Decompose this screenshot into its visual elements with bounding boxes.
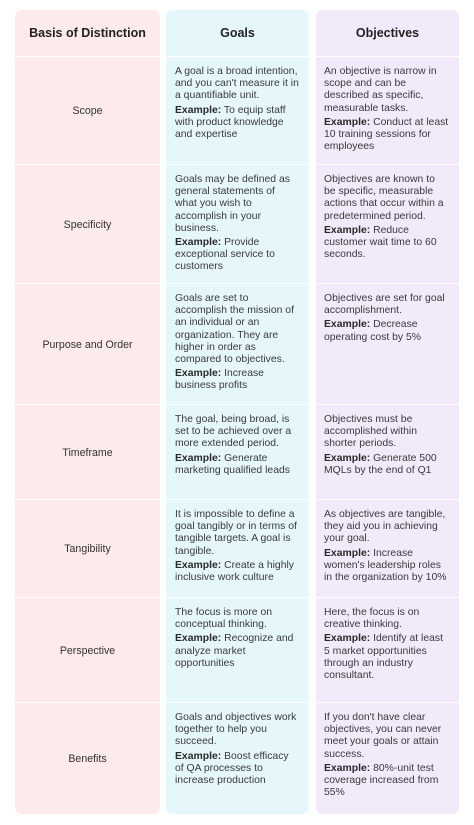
goal-cell-text: The goal, being broad, is set to be achieved over a more extended period. (175, 414, 292, 450)
objective-cell (324, 66, 449, 155)
example-label: Example: (324, 547, 371, 559)
goal-cell (175, 414, 299, 479)
objective-cell-example (324, 319, 449, 343)
header-goals: Goals (220, 26, 255, 40)
goal-cell-example (175, 237, 299, 274)
example-text: Decrease operating cost by 5% (324, 319, 422, 343)
goal-cell (175, 607, 299, 672)
objective-cell (324, 712, 449, 801)
objective-cell (324, 174, 449, 263)
example-text: Create a highly inclusive work culture (175, 559, 294, 584)
example-label: Example: (324, 762, 371, 774)
row-label: Perspective (59, 644, 116, 657)
header-basis: Basis of Distinction (29, 26, 146, 40)
example-text: Boost efficacy of QA processes to increase production (175, 750, 289, 787)
goal-cell (175, 293, 299, 395)
goal-cell-text: A goal is a broad intention, and you can't measure it in a quantifiable unit. (175, 66, 299, 102)
example-label: Example: (324, 224, 371, 236)
objective-cell-example (324, 548, 449, 585)
example-label: Example: (324, 452, 371, 464)
goal-cell-example (175, 633, 299, 670)
example-label: Example: (175, 237, 222, 249)
example-label: Example: (175, 452, 222, 464)
row-label: Scope (72, 105, 103, 117)
example-text: Increase women's leadership roles in the organization by 10% (324, 547, 447, 584)
example-label: Example: (175, 633, 222, 645)
goal-cell (175, 509, 299, 586)
objective-cell-example (324, 225, 449, 262)
example-label: Example: (324, 633, 371, 645)
example-label: Example: (175, 104, 222, 116)
example-text: Increase business profits (175, 368, 264, 392)
goal-cell-text: Goals may be defined as general statements of what you wish to accomplish in your business. (175, 174, 290, 234)
example-label: Example: (175, 559, 222, 571)
goal-cell-text: Goals and objectives work together to help you succeed. (175, 712, 297, 748)
example-text: Conduct at least 10 training sessions for employees (324, 116, 449, 153)
objective-cell-text: Objectives are known to be specific, measurable actions that occur within a predetermined period. (324, 174, 444, 222)
objective-cell-text: Here, the focus is on creative thinking. (324, 607, 420, 631)
row-label: Tangibility (64, 543, 111, 555)
row-label: Purpose and Order (42, 338, 133, 351)
objective-cell-text: If you don't have clear objectives, you can never meet your goals or attain success. (324, 712, 442, 760)
example-text: To equip staff with product knowledge and expertise (175, 104, 286, 141)
example-text: Recognize and analyze market opportunities (175, 633, 294, 669)
objective-cell-example (324, 453, 449, 477)
example-text: Reduce customer wait time to 60 seconds. (324, 224, 437, 261)
header-objectives: Objectives (355, 26, 420, 40)
objective-cell (324, 414, 449, 479)
example-label: Example: (324, 116, 371, 128)
objective-cell-example (324, 763, 449, 800)
goal-cell-example (175, 105, 299, 142)
goal-cell-text: Goals are set to accomplish the mission of an individual or an organization. They are higher in order as compared to objectives. (175, 293, 294, 366)
goal-cell-example (175, 751, 299, 788)
row-label: Specificity (63, 218, 112, 231)
example-label: Example: (175, 750, 222, 762)
example-label: Example: (175, 368, 222, 380)
objective-cell (324, 607, 449, 684)
goal-cell (175, 712, 299, 789)
example-text: Generate 500 MQLs by the end of Q1 (324, 452, 437, 476)
example-text: Provide exceptional service to customers (175, 237, 275, 273)
example-text: Generate marketing qualified leads (175, 452, 290, 476)
row-label: Benefits (68, 752, 107, 765)
goal-cell-text: The focus is more on conceptual thinking. (175, 607, 273, 631)
objective-cell-text: As objectives are tangible, they aid you in achieving your goal. (324, 509, 446, 545)
example-text: Identify at least 5 market opportunities through an industry consultant. (324, 633, 443, 682)
goal-cell (175, 66, 299, 143)
goal-cell-text: It is impossible to define a goal tangibly or in terms of tangible targets. A goal is tangible. (175, 509, 297, 557)
objective-cell-text: Objectives are set for goal accomplishment. (324, 293, 445, 317)
goal-cell (175, 174, 299, 276)
objective-cell (324, 293, 449, 346)
example-label: Example: (324, 319, 371, 331)
goal-cell-example (175, 560, 299, 584)
goal-cell-example (175, 453, 299, 477)
objective-cell-text: Objectives must be accomplished within shorter periods. (324, 414, 417, 450)
goal-cell-example (175, 368, 299, 392)
objective-cell-text: An objective is narrow in scope and can be described as specific, measurable tasks. (324, 66, 437, 114)
objective-cell-example (324, 117, 449, 154)
row-label: Timeframe (62, 446, 113, 459)
objective-cell-example (324, 633, 449, 682)
objective-cell (324, 509, 449, 586)
example-text: 80%-unit test coverage increased from 55% (324, 762, 439, 799)
